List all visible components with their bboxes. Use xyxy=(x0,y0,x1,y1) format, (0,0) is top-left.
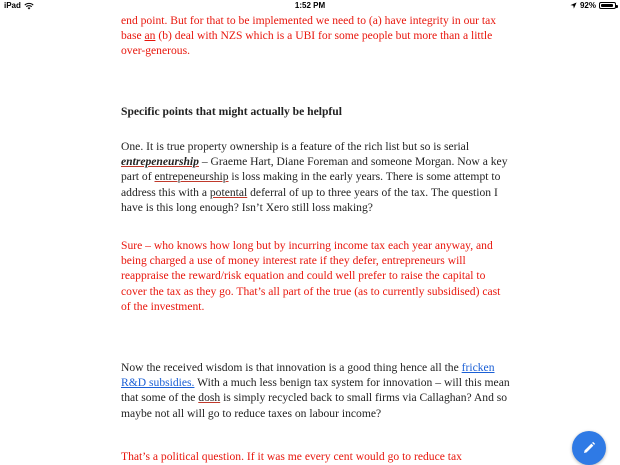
spelling-flag: potental xyxy=(209,185,248,199)
status-right xyxy=(570,1,616,10)
battery-percent: 92% xyxy=(579,1,596,10)
spelling-flag: dosh xyxy=(198,391,221,405)
spelling-flag: entrepeneurship xyxy=(154,170,229,184)
battery-icon xyxy=(599,2,616,9)
paragraph-1: end point. But for that to be implemented we need to (a) have integrity in our tax base an (b) deal with NZS which is a UBI for some people but more than a little over-generous. xyxy=(121,14,497,58)
rd-subsidies-link[interactable]: fricken R&D subsidies. xyxy=(121,361,495,390)
edit-button[interactable] xyxy=(572,431,606,465)
paragraph-2: One. It is true property ownership is a feature of the rich list but so is serial entrepeneurship – Graeme Hart, Diane Foreman and someone Morgan. Now a key part of entrepeneurship is loss making in the early years. There is some attempt to address this with a potental deferral of up to three years of the tax. The question I have is this long enough? Isn’t Xero still loss making? xyxy=(121,140,508,214)
device-name: iPad xyxy=(4,1,21,10)
section-heading: Specific points that might actually be helpful xyxy=(121,105,342,118)
paragraph-5: That’s a political question. If it was me every cent would go to reduce tax xyxy=(121,450,462,463)
document-body[interactable] xyxy=(121,0,511,465)
status-bar xyxy=(0,0,620,12)
pencil-icon xyxy=(582,441,596,455)
paragraph-4: Now the received wisdom is that innovation is a good thing hence all the fricken R&D subsidies. With a much less benign tax system for innovation – will this mean that some of the dosh is simply recycled back to small firms via Callaghan? And so maybe not all will go to reduce taxes on labour income? xyxy=(121,361,510,420)
keyword-entrepeneurship: entrepeneurship xyxy=(121,155,199,169)
clock: 1:52 PM xyxy=(294,1,326,10)
paragraph-3: Sure – who knows how long but by incurring income tax each year anyway, and being charged a use of money interest rate if they defer, entrepreneurs will reappraise the reward/risk equation and could well prefer to raise the capital to cover the tax as they go. That’s all part of the true (as to currently subsidised) cast of the investment. xyxy=(121,239,501,313)
location-arrow-icon xyxy=(570,2,577,9)
spelling-flag: an xyxy=(144,29,156,43)
